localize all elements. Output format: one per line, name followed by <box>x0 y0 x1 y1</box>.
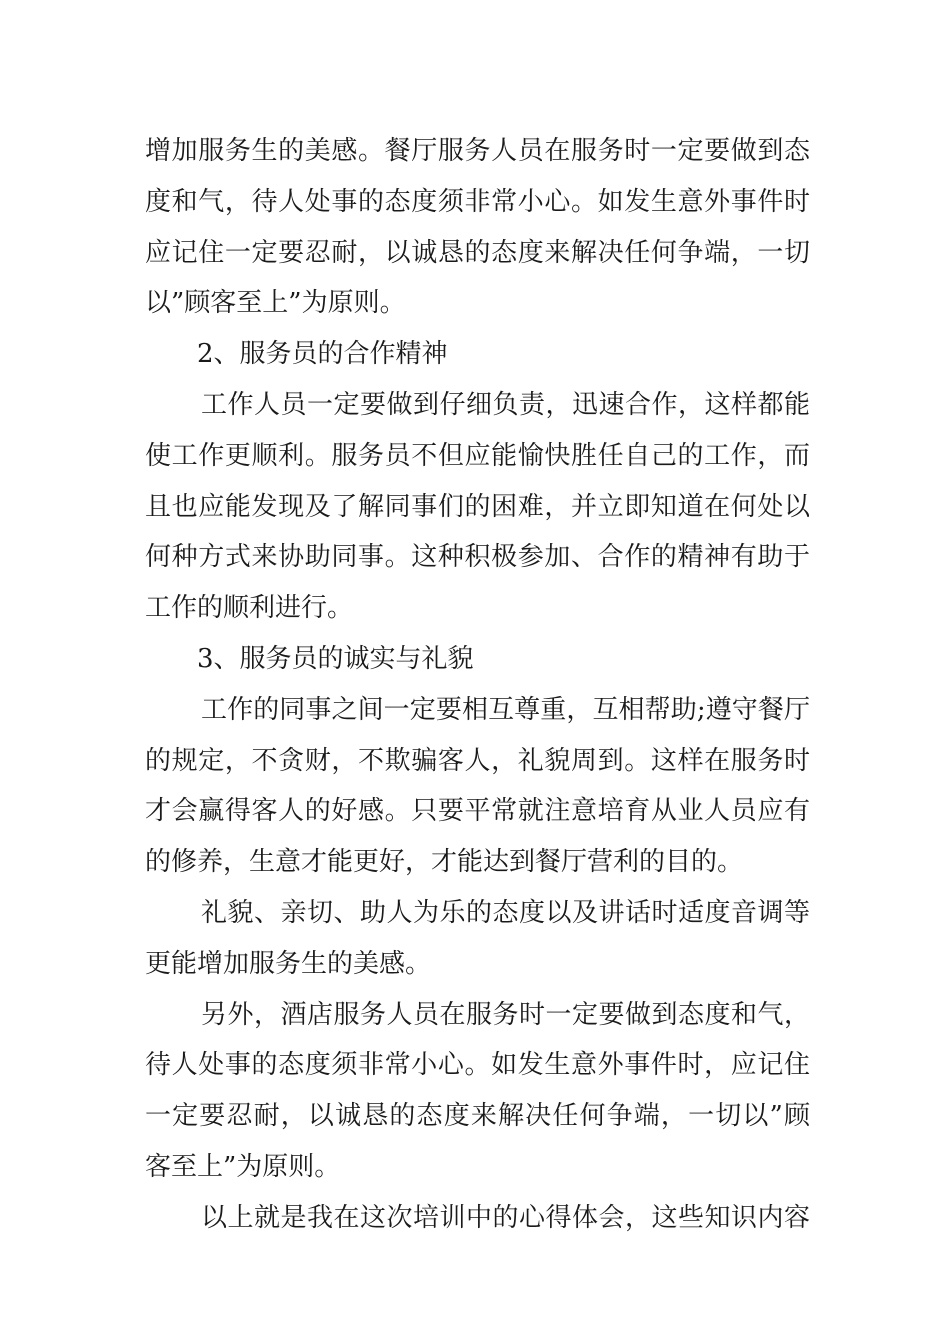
section-heading: 2、服务员的合作精神 <box>197 339 448 370</box>
text-line: 更能增加服务生的美感。 <box>145 948 432 979</box>
text-line: 的规定，不贪财，不欺骗客人，礼貌周到。这样在服务时 <box>145 745 810 776</box>
text-line: 增加服务生的美感。餐厅服务人员在服务时一定要做到态 <box>145 136 810 166</box>
body-text <box>145 126 810 1244</box>
section-heading: 3、服务员的诚实与礼貌 <box>197 643 474 674</box>
text-line: 礼貌、亲切、助人为乐的态度以及讲话时适度音调等 <box>201 897 810 928</box>
text-line: 客至上”为原则。 <box>145 1151 341 1182</box>
text-line: 应记住一定要忍耐，以诚恳的态度来解决任何争端，一切 <box>145 237 810 268</box>
text-line: 工作的同事之间一定要相互尊重，互相帮助;遵守餐厅 <box>201 694 810 725</box>
text-line: 以”顾客至上”为原则。 <box>145 288 406 319</box>
text-line: 且也应能发现及了解同事们的困难，并立即知道在何处以 <box>145 491 810 522</box>
text-line: 以上就是我在这次培训中的心得体会，这些知识内容 <box>201 1202 810 1233</box>
text-line: 何种方式来协助同事。这种积极参加、合作的精神有助于 <box>145 542 810 573</box>
text-line: 的修养，生意才能更好，才能达到餐厅营利的目的。 <box>145 847 744 878</box>
text-line: 度和气，待人处事的态度须非常小心。如发生意外事件时 <box>145 186 810 217</box>
text-line: 才会赢得客人的好感。只要平常就注意培育从业人员应有 <box>145 796 810 827</box>
text-line: 工作人员一定要做到仔细负责，迅速合作，这样都能 <box>201 389 810 420</box>
text-line: 一定要忍耐，以诚恳的态度来解决任何争端，一切以”顾 <box>145 1101 810 1132</box>
text-line: 待人处事的态度须非常小心。如发生意外事件时，应记住 <box>145 1050 810 1081</box>
text-line: 工作的顺利进行。 <box>145 593 354 624</box>
text-line: 另外，酒店服务人员在服务时一定要做到态度和气， <box>201 999 810 1030</box>
text-line: 使工作更顺利。服务员不但应能愉快胜任自己的工作，而 <box>145 440 810 471</box>
